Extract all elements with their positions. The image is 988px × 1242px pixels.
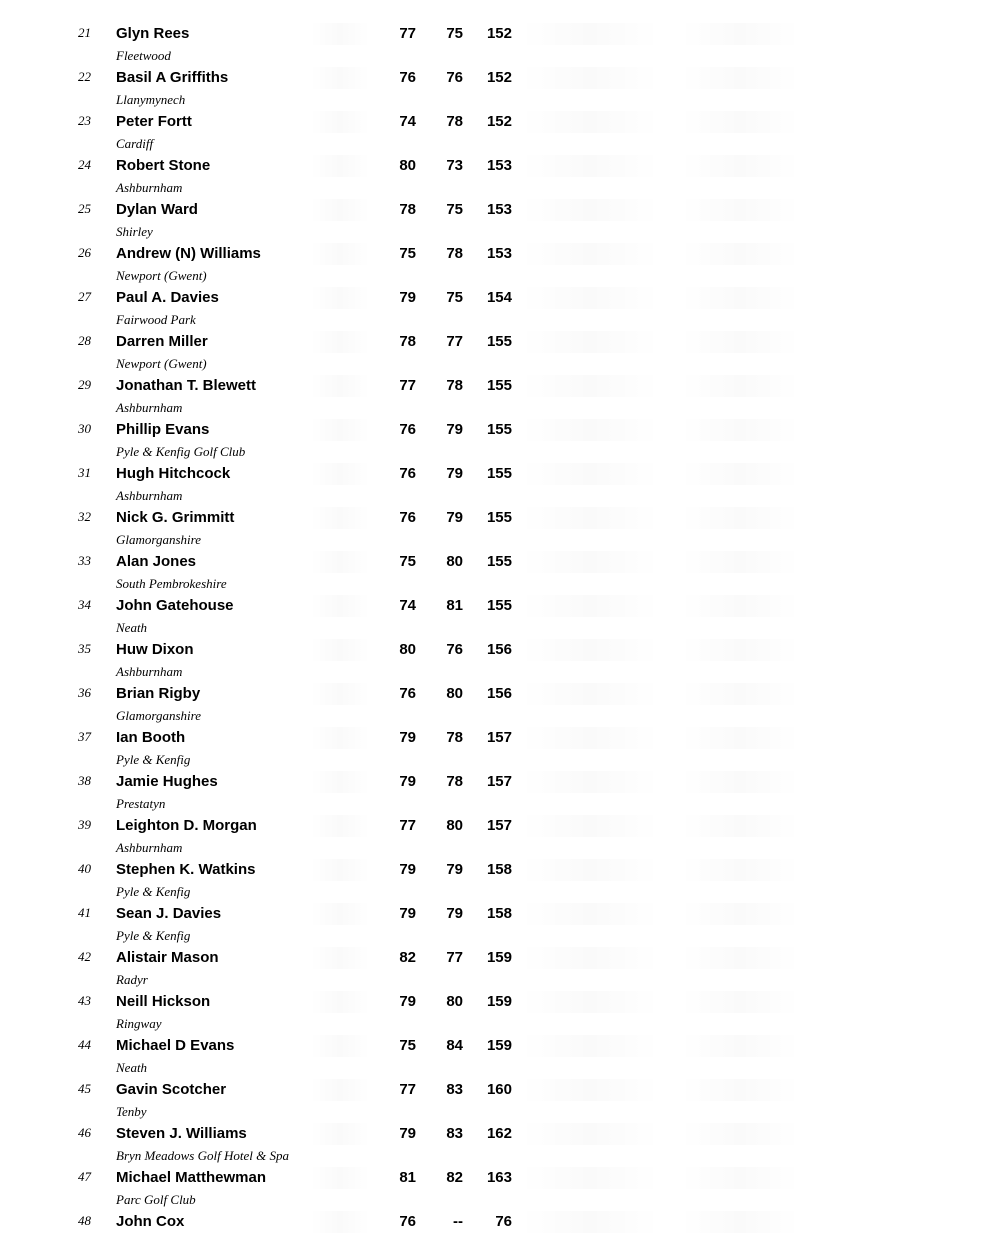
row-shading	[310, 1167, 370, 1189]
row-shading	[680, 859, 800, 881]
total-score: 152	[486, 25, 512, 42]
position: 26	[78, 245, 91, 260]
row-shading	[680, 595, 800, 617]
previous-player-club: Ashburnham	[116, 664, 183, 679]
row-shading	[520, 1167, 660, 1189]
result-row	[0, 928, 988, 978]
round-1-score: 76	[399, 421, 416, 438]
previous-player-club: Neath	[116, 620, 148, 635]
total-score: 157	[486, 817, 512, 834]
round-1-score: 75	[399, 245, 416, 262]
round-2-score: 83	[446, 1125, 463, 1142]
row-shading	[680, 771, 800, 793]
row-shading	[310, 551, 370, 573]
row-shading	[310, 419, 370, 441]
position: 39	[78, 817, 91, 832]
round-2-score: 78	[446, 245, 463, 262]
round-1-score: 77	[399, 1081, 416, 1098]
round-2-score: 75	[446, 289, 463, 306]
total-score: 152	[486, 69, 512, 86]
previous-player-club: Pyle & Kenfig	[116, 884, 191, 899]
previous-player-club: Pyle & Kenfig	[116, 928, 191, 943]
previous-player-club: Glamorganshire	[116, 532, 201, 547]
row-shading	[310, 595, 370, 617]
round-2-score: 76	[446, 641, 463, 658]
round-2-score: 79	[446, 509, 463, 526]
round-1-score: 78	[399, 201, 416, 218]
row-shading	[680, 1211, 800, 1233]
row-shading	[310, 1035, 370, 1057]
position: 27	[78, 289, 91, 304]
row-shading	[680, 155, 800, 177]
position: 28	[78, 333, 91, 348]
round-1-score: 74	[399, 597, 416, 614]
total-score: 155	[486, 421, 512, 438]
previous-player-club: Glamorganshire	[116, 708, 201, 723]
round-2-score: 78	[446, 773, 463, 790]
row-shading	[520, 551, 660, 573]
total-score: 158	[486, 861, 512, 878]
position: 30	[78, 421, 91, 436]
round-1-score: 76	[399, 685, 416, 702]
total-score: 153	[486, 245, 512, 262]
row-shading	[520, 463, 660, 485]
round-2-score: 79	[446, 465, 463, 482]
total-score: 155	[486, 465, 512, 482]
player-name: Steven J. Williams	[116, 1125, 247, 1142]
round-2-score: 80	[446, 553, 463, 570]
row-shading	[680, 947, 800, 969]
previous-player-club: Fairwood Park	[116, 312, 196, 327]
round-2-score: 77	[446, 333, 463, 350]
total-score: 156	[486, 641, 512, 658]
total-score: 163	[486, 1169, 512, 1186]
row-shading	[310, 683, 370, 705]
row-shading	[680, 683, 800, 705]
result-row	[0, 576, 988, 626]
player-name: Jonathan T. Blewett	[116, 377, 257, 394]
row-shading	[520, 1079, 660, 1101]
player-name: Alistair Mason	[116, 949, 219, 966]
round-1-score: 81	[399, 1169, 416, 1186]
player-name: Jamie Hughes	[116, 773, 218, 790]
row-shading	[520, 815, 660, 837]
player-name: Phillip Evans	[116, 421, 210, 438]
position: 40	[78, 861, 91, 876]
player-name: Nick G. Grimmitt	[116, 509, 235, 526]
previous-player-club: Ashburnham	[116, 400, 183, 415]
row-shading	[310, 507, 370, 529]
round-1-score: 75	[399, 1037, 416, 1054]
round-2-score: 79	[446, 905, 463, 922]
position: 36	[78, 685, 91, 700]
row-shading	[310, 287, 370, 309]
row-shading	[310, 463, 370, 485]
player-name: Hugh Hitchcock	[116, 465, 231, 482]
player-name: Sean J. Davies	[116, 905, 222, 922]
previous-player-club: Newport (Gwent)	[116, 268, 207, 283]
row-shading	[520, 111, 660, 133]
round-2-score: 79	[446, 861, 463, 878]
player-name: John Cox	[116, 1213, 185, 1230]
row-shading	[520, 947, 660, 969]
round-1-score: 79	[399, 993, 416, 1010]
total-score: 160	[486, 1081, 512, 1098]
previous-player-club: Tenby	[116, 1104, 147, 1119]
round-1-score: 79	[399, 729, 416, 746]
player-name: Glyn Rees	[116, 25, 190, 42]
total-score: 155	[486, 377, 512, 394]
row-shading	[310, 639, 370, 661]
round-1-score: 74	[399, 113, 416, 130]
position: 32	[78, 509, 91, 524]
row-shading	[680, 23, 800, 45]
row-shading	[310, 1123, 370, 1145]
round-2-score: 73	[446, 157, 463, 174]
total-score: 153	[486, 157, 512, 174]
row-shading	[680, 67, 800, 89]
row-shading	[680, 375, 800, 397]
position: 45	[78, 1081, 91, 1096]
row-shading	[520, 23, 660, 45]
previous-player-club: Ringway	[116, 1016, 162, 1031]
row-shading	[520, 287, 660, 309]
position: 29	[78, 377, 91, 392]
row-shading	[520, 683, 660, 705]
row-shading	[520, 243, 660, 265]
previous-player-club: Parc Golf Club	[116, 1192, 196, 1207]
position: 23	[78, 113, 91, 128]
player-name: Gavin Scotcher	[116, 1081, 227, 1098]
player-name: Andrew (N) Williams	[116, 245, 261, 262]
row-shading	[310, 1079, 370, 1101]
previous-player-club: Ashburnham	[116, 840, 183, 855]
total-score: 162	[486, 1125, 512, 1142]
total-score: 156	[486, 685, 512, 702]
previous-player-club: Shirley	[116, 224, 153, 239]
player-name: Stephen K. Watkins	[116, 861, 256, 878]
total-score: 152	[486, 113, 512, 130]
player-name: Michael D Evans	[116, 1037, 235, 1054]
position: 33	[78, 553, 91, 568]
previous-player-club: Fleetwood	[116, 48, 171, 63]
row-shading	[520, 155, 660, 177]
total-score: 155	[486, 597, 512, 614]
row-shading	[520, 595, 660, 617]
previous-player-club: South Pembrokeshire	[116, 576, 227, 591]
round-1-score: 79	[399, 861, 416, 878]
row-shading	[310, 331, 370, 353]
player-name: Paul A. Davies	[116, 289, 219, 306]
player-name: Dylan Ward	[116, 201, 198, 218]
previous-player-club: Bryn Meadows Golf Hotel & Spa	[116, 1148, 289, 1163]
row-shading	[520, 331, 660, 353]
row-shading	[520, 375, 660, 397]
round-2-score: --	[453, 1213, 463, 1230]
row-shading	[310, 947, 370, 969]
player-name: Brian Rigby	[116, 685, 201, 702]
row-shading	[310, 23, 370, 45]
result-row	[0, 1016, 988, 1066]
row-shading	[520, 1211, 660, 1233]
position: 34	[78, 597, 91, 612]
position: 31	[78, 465, 91, 480]
round-1-score: 78	[399, 333, 416, 350]
round-1-score: 79	[399, 905, 416, 922]
row-shading	[310, 155, 370, 177]
row-shading	[680, 1035, 800, 1057]
previous-player-club: Pyle & Kenfig Golf Club	[116, 444, 246, 459]
row-shading	[520, 639, 660, 661]
round-2-score: 79	[446, 421, 463, 438]
row-shading	[520, 771, 660, 793]
position: 25	[78, 201, 91, 216]
row-shading	[310, 1211, 370, 1233]
position: 43	[78, 993, 91, 1008]
row-shading	[520, 67, 660, 89]
row-shading	[680, 507, 800, 529]
row-shading	[520, 859, 660, 881]
row-shading	[310, 991, 370, 1013]
round-2-score: 84	[446, 1037, 463, 1054]
row-shading	[520, 903, 660, 925]
position: 47	[78, 1169, 91, 1184]
round-1-score: 76	[399, 1213, 416, 1230]
position: 44	[78, 1037, 91, 1052]
round-2-score: 80	[446, 685, 463, 702]
round-1-score: 77	[399, 25, 416, 42]
round-2-score: 83	[446, 1081, 463, 1098]
row-shading	[310, 771, 370, 793]
row-shading	[680, 551, 800, 573]
row-shading	[680, 815, 800, 837]
total-score: 153	[486, 201, 512, 218]
player-name: Leighton D. Morgan	[116, 817, 257, 834]
result-row	[0, 1060, 988, 1110]
round-1-score: 75	[399, 553, 416, 570]
round-1-score: 77	[399, 817, 416, 834]
total-score: 157	[486, 729, 512, 746]
row-shading	[520, 419, 660, 441]
total-score: 157	[486, 773, 512, 790]
total-score: 76	[495, 1213, 512, 1230]
position: 35	[78, 641, 91, 656]
position: 37	[78, 729, 91, 744]
round-1-score: 76	[399, 69, 416, 86]
row-shading	[310, 815, 370, 837]
previous-player-club: Newport (Gwent)	[116, 356, 207, 371]
total-score: 159	[486, 1037, 512, 1054]
row-shading	[680, 991, 800, 1013]
result-row	[0, 1192, 988, 1242]
position: 38	[78, 773, 91, 788]
round-1-score: 79	[399, 289, 416, 306]
row-shading	[520, 507, 660, 529]
player-name: John Gatehouse	[116, 597, 234, 614]
player-name: Peter Fortt	[116, 113, 192, 130]
row-shading	[310, 727, 370, 749]
row-shading	[520, 1035, 660, 1057]
position: 22	[78, 69, 91, 84]
row-shading	[680, 1167, 800, 1189]
round-1-score: 77	[399, 377, 416, 394]
round-1-score: 82	[399, 949, 416, 966]
position: 24	[78, 157, 91, 172]
row-shading	[310, 243, 370, 265]
round-1-score: 79	[399, 773, 416, 790]
previous-player-club: Neath	[116, 1060, 148, 1075]
total-score: 154	[486, 289, 512, 306]
row-shading	[680, 243, 800, 265]
row-shading	[680, 727, 800, 749]
previous-player-club: Pyle & Kenfig	[116, 752, 191, 767]
row-shading	[680, 199, 800, 221]
position: 41	[78, 905, 91, 920]
round-2-score: 82	[446, 1169, 463, 1186]
row-shading	[310, 903, 370, 925]
row-shading	[680, 639, 800, 661]
row-shading	[680, 903, 800, 925]
position: 21	[78, 25, 91, 40]
round-2-score: 80	[446, 993, 463, 1010]
row-shading	[310, 375, 370, 397]
player-name: Huw Dixon	[116, 641, 194, 658]
previous-player-club: Llanymynech	[116, 92, 186, 107]
total-score: 155	[486, 333, 512, 350]
round-1-score: 80	[399, 157, 416, 174]
round-2-score: 75	[446, 201, 463, 218]
previous-player-club: Cardiff	[116, 136, 154, 151]
player-name: Darren Miller	[116, 333, 208, 350]
previous-player-club: Prestatyn	[116, 796, 166, 811]
round-1-score: 76	[399, 509, 416, 526]
row-shading	[310, 67, 370, 89]
total-score: 155	[486, 509, 512, 526]
round-1-score: 76	[399, 465, 416, 482]
position: 46	[78, 1125, 91, 1140]
round-2-score: 80	[446, 817, 463, 834]
player-name: Robert Stone	[116, 157, 211, 174]
row-shading	[310, 111, 370, 133]
previous-player-club: Ashburnham	[116, 488, 183, 503]
round-1-score: 80	[399, 641, 416, 658]
round-2-score: 78	[446, 113, 463, 130]
round-2-score: 77	[446, 949, 463, 966]
row-shading	[680, 111, 800, 133]
round-2-score: 76	[446, 69, 463, 86]
row-shading	[520, 199, 660, 221]
round-2-score: 78	[446, 729, 463, 746]
row-shading	[310, 859, 370, 881]
previous-player-club: Ashburnham	[116, 180, 183, 195]
row-shading	[520, 727, 660, 749]
position: 48	[78, 1213, 91, 1228]
round-1-score: 79	[399, 1125, 416, 1142]
player-name: Ian Booth	[116, 729, 186, 746]
row-shading	[680, 1079, 800, 1101]
player-name: Alan Jones	[116, 553, 197, 570]
round-2-score: 75	[446, 25, 463, 42]
total-score: 159	[486, 949, 512, 966]
total-score: 159	[486, 993, 512, 1010]
round-2-score: 78	[446, 377, 463, 394]
row-shading	[520, 1123, 660, 1145]
row-shading	[680, 287, 800, 309]
round-2-score: 81	[446, 597, 463, 614]
position: 42	[78, 949, 91, 964]
row-shading	[680, 1123, 800, 1145]
row-shading	[520, 991, 660, 1013]
row-shading	[680, 419, 800, 441]
row-shading	[680, 463, 800, 485]
previous-player-club: Radyr	[116, 972, 148, 987]
row-shading	[680, 331, 800, 353]
player-name: Basil A Griffiths	[116, 69, 229, 86]
player-name: Neill Hickson	[116, 993, 211, 1010]
player-name: Michael Matthewman	[116, 1169, 267, 1186]
row-shading	[310, 199, 370, 221]
total-score: 158	[486, 905, 512, 922]
total-score: 155	[486, 553, 512, 570]
